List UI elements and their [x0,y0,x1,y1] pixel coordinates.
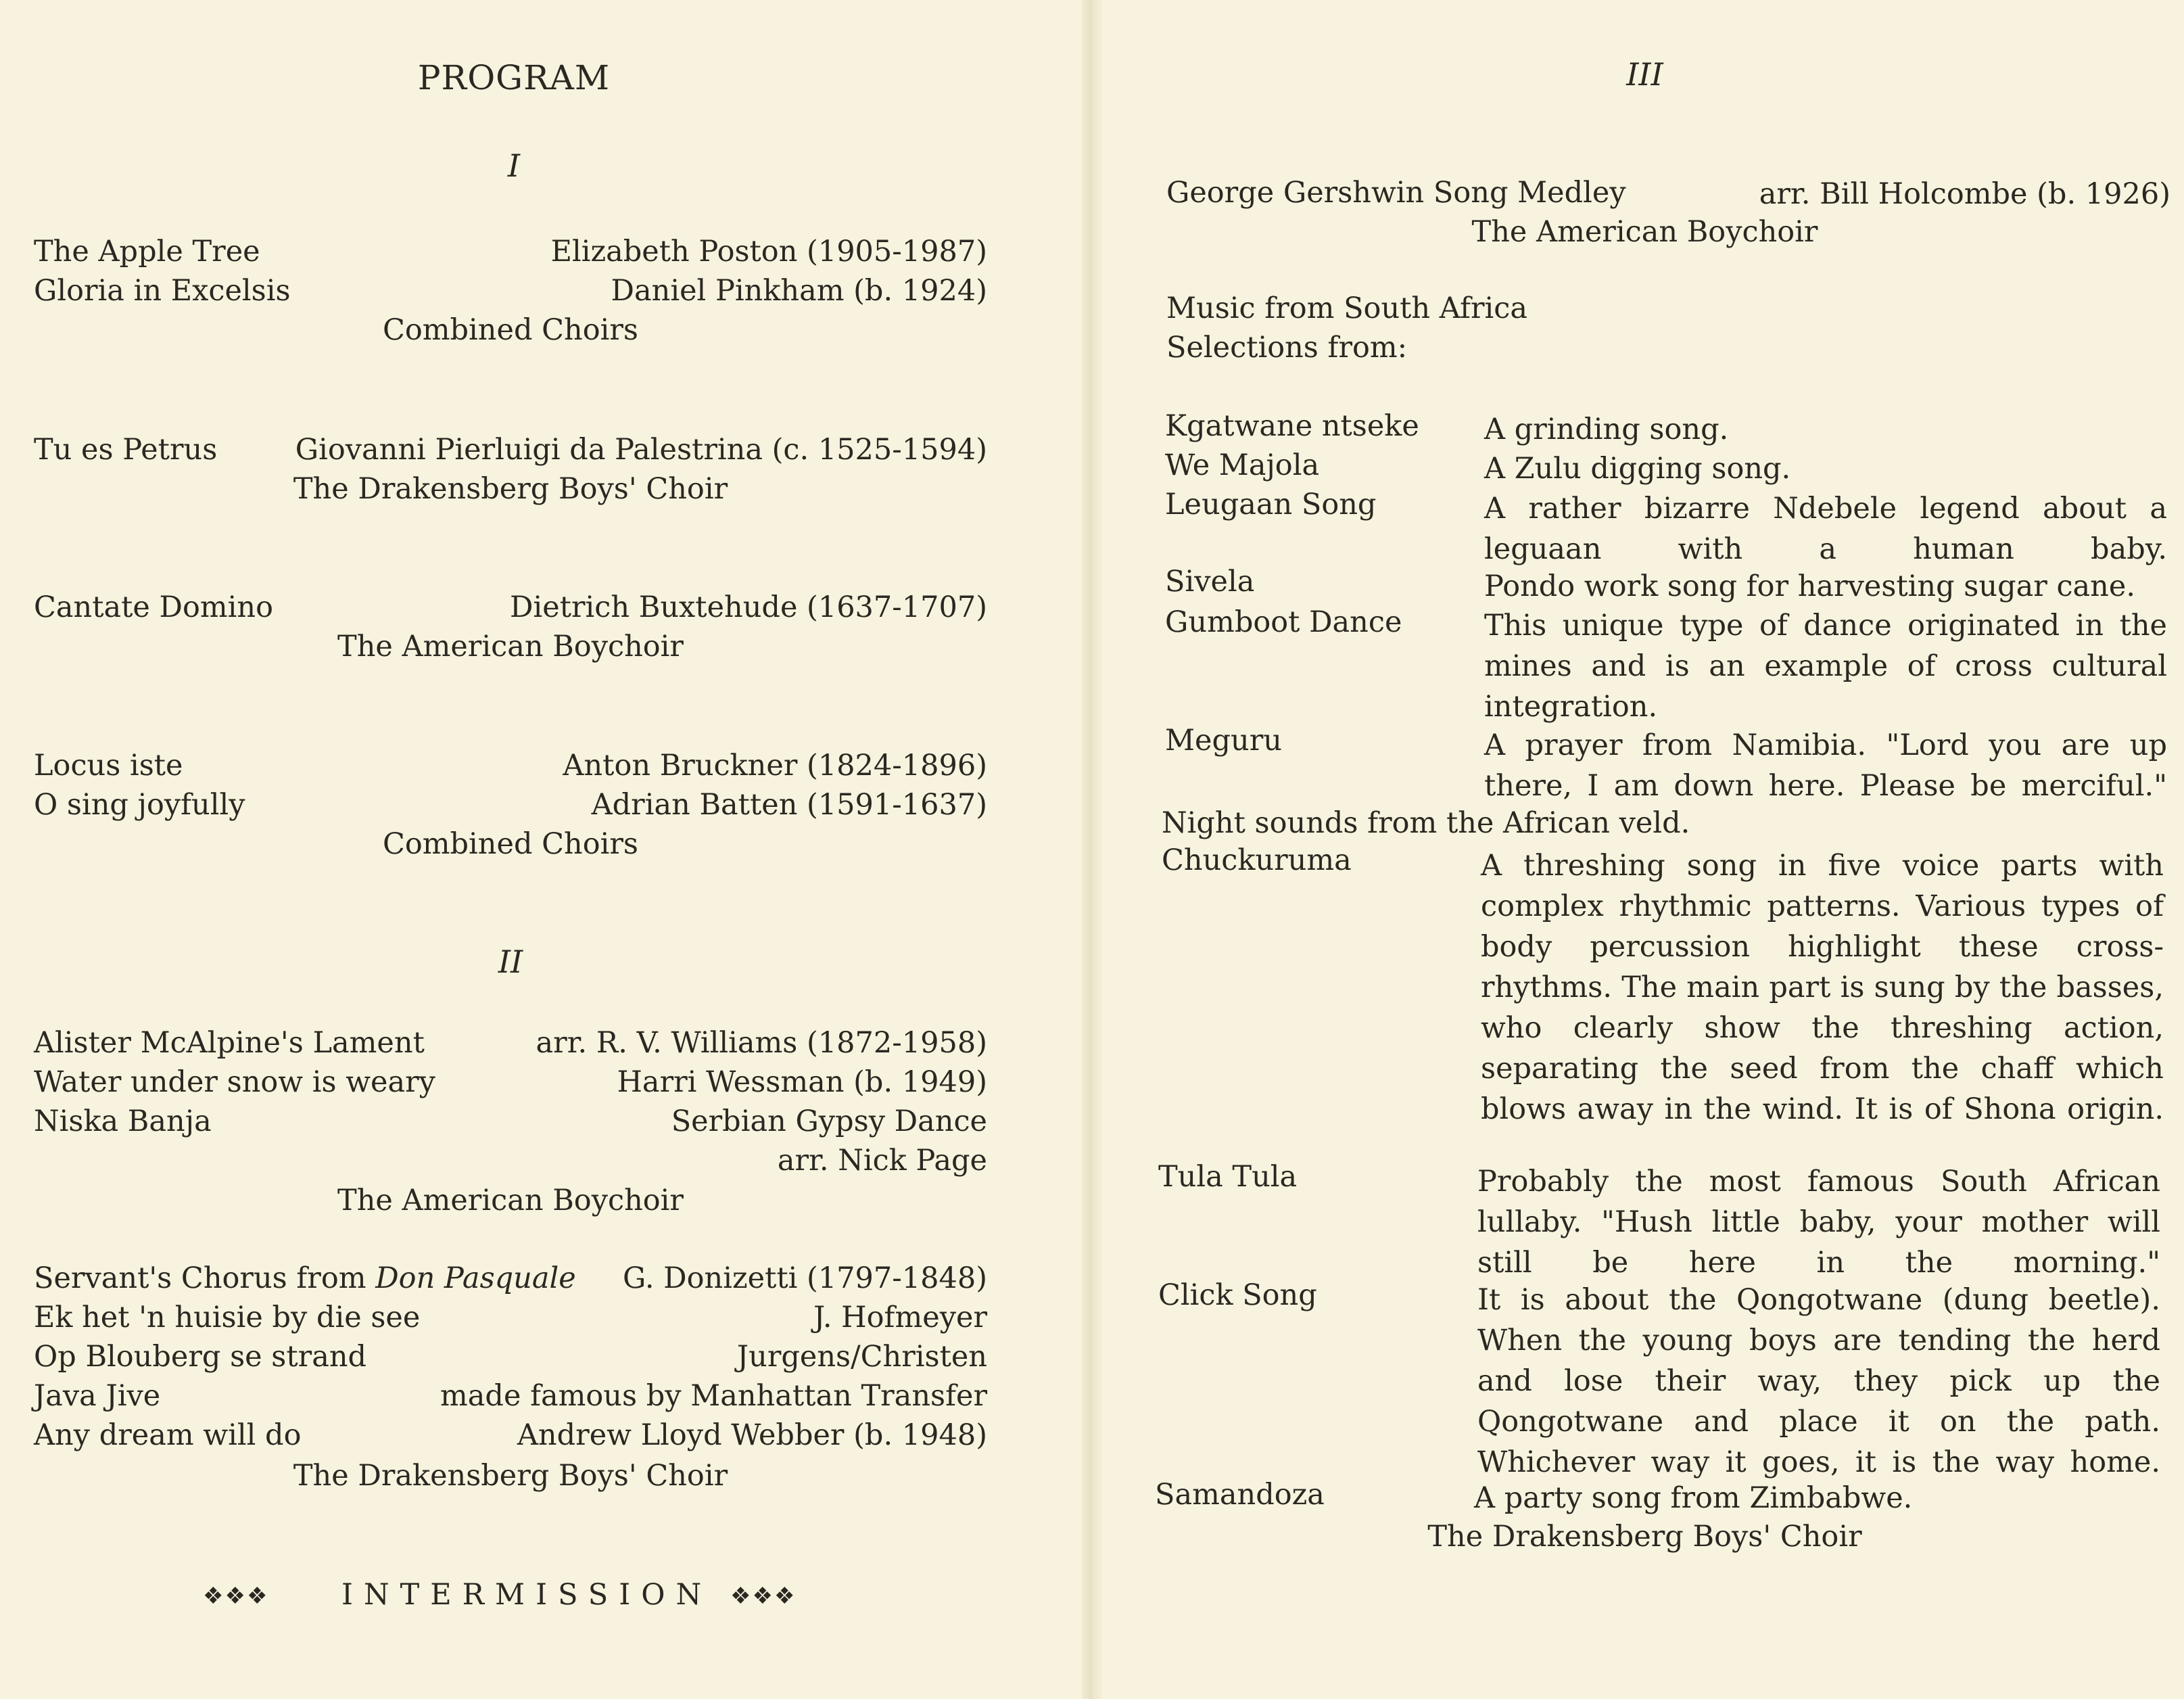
section-intro: Selections from: [1166,331,1408,365]
song-description: A rather bizarre Ndebele legend about a leguaan with a human baby. [1484,492,2167,566]
piece-title [34,1258,576,1299]
performer-line: The American Boychoir [337,630,684,664]
song-title: Gumboot Dance [1165,605,1402,639]
performer-line: The American Boychoir [1471,215,1818,249]
piece-composer: Jurgens/Christen [736,1340,987,1374]
piece-description: Serbian Gypsy Dance [671,1104,987,1138]
song-title: We Majola [1165,448,1320,482]
song-description: A Zulu digging song. [1484,452,1791,486]
song-title: Click Song [1158,1278,1317,1312]
piece-title: Ek het 'n huisie by die see [34,1301,421,1334]
piece-title: Any dream will do [34,1418,302,1452]
section-intro: Music from South Africa [1166,292,1528,325]
ornament-right: ❖❖❖ [730,1583,797,1610]
piece-composer: made famous by Manhattan Transfer [440,1379,987,1413]
song-description: A prayer from Namibia. "Lord you are up there, I am down here. Please be merciful." [1484,728,2167,803]
song-title: Tula Tula [1158,1160,1298,1194]
piece-title: Gloria in Excelsis [34,274,291,308]
section-heading-2: II [498,944,523,980]
piece-composer: arr. Bill Holcombe (b. 1926) [1759,177,2170,211]
song-title: Leugaan Song [1165,488,1377,521]
piece-composer: Andrew Lloyd Webber (b. 1948) [517,1418,987,1452]
program-heading: PROGRAM [417,58,611,97]
ornament-left: ❖❖❖ [203,1583,269,1610]
section-heading-3: III [1626,56,1663,93]
song-title: Chuckuruma [1162,843,1352,877]
piece-composer: Anton Bruckner (1824-1896) [563,749,987,783]
piece-title: Op Blouberg se strand [34,1340,367,1374]
performer-line: Combined Choirs [382,313,639,347]
right-page [1102,0,2184,1699]
performer-line: The Drakensberg Boys' Choir [293,472,728,506]
opera-title: Don Pasquale [375,1261,576,1295]
song-description: Probably the most famous South African lullaby. "Hush little baby, your mother will still be here in the morning." [1477,1165,2160,1280]
piece-composer: Adrian Batten (1591-1637) [591,788,987,822]
piece-title-text: Servant's Chorus from [34,1261,366,1295]
piece-title: Water under snow is weary [34,1065,435,1099]
piece-composer: Dietrich Buxtehude (1637-1707) [510,590,987,624]
piece-composer: Harri Wessman (b. 1949) [617,1065,987,1099]
performer-line: Combined Choirs [382,827,639,861]
left-page [0,0,1082,1699]
song-title: Kgatwane ntseke [1165,409,1419,443]
performer-line: The Drakensberg Boys' Choir [1427,1520,1862,1554]
section-heading-1: I [507,147,521,184]
performer-line: The Drakensberg Boys' Choir [293,1459,728,1493]
song-description: It is about the Qongotwane (dung beetle). When the young boys are tending the herd and lose their way, they pick up the Qongotwane and place it on the path. Whichever way it goes, it is the way home. [1477,1283,2160,1479]
piece-composer: Elizabeth Poston (1905-1987) [550,235,987,269]
song-title: Meguru [1165,724,1282,758]
song-description: A threshing song in five voice parts with complex rhythmic patterns. Various types of body percussion highlight these cross-rhythms. The main part is sung by the basses, who clearly show the threshing action, separating the seed from the chaff which blows away in the wind. It is of Shona origin. [1481,849,2164,1126]
piece-title: Niska Banja [34,1104,212,1138]
piece-composer: Giovanni Pierluigi da Palestrina (c. 1525-1594) [295,433,987,467]
song-description: A party song from Zimbabwe. [1474,1481,1913,1515]
piece-title: The Apple Tree [34,235,260,269]
night-sounds-line: Night sounds from the African veld. [1162,806,1690,840]
piece-composer: arr. R. V. Williams (1872-1958) [536,1026,987,1060]
song-title: Sivela [1165,565,1255,599]
piece-arranger: arr. Nick Page [777,1144,987,1178]
piece-composer: G. Donizetti (1797-1848) [623,1261,987,1295]
performer-line: The American Boychoir [337,1184,684,1217]
piece-title: Cantate Domino [34,590,274,624]
piece-title: Alister McAlpine's Lament [34,1026,425,1060]
piece-composer: Daniel Pinkham (b. 1924) [611,274,987,308]
song-description: Pondo work song for harvesting sugar cane. [1484,569,2135,603]
piece-title: Tu es Petrus [34,433,218,467]
page-gutter [1082,0,1102,1699]
song-title: Samandoza [1155,1478,1325,1512]
piece-title: George Gershwin Song Medley [1166,176,1626,210]
intermission-label: INTERMISSION [341,1578,713,1612]
piece-title: Java Jive [34,1379,161,1413]
piece-title: Locus iste [34,749,183,783]
piece-composer: J. Hofmeyer [813,1301,987,1334]
song-description: This unique type of dance originated in the mines and is an example of cross cultural integration. [1484,609,2167,724]
song-description: A grinding song. [1484,413,1729,446]
piece-title: O sing joyfully [34,788,245,822]
